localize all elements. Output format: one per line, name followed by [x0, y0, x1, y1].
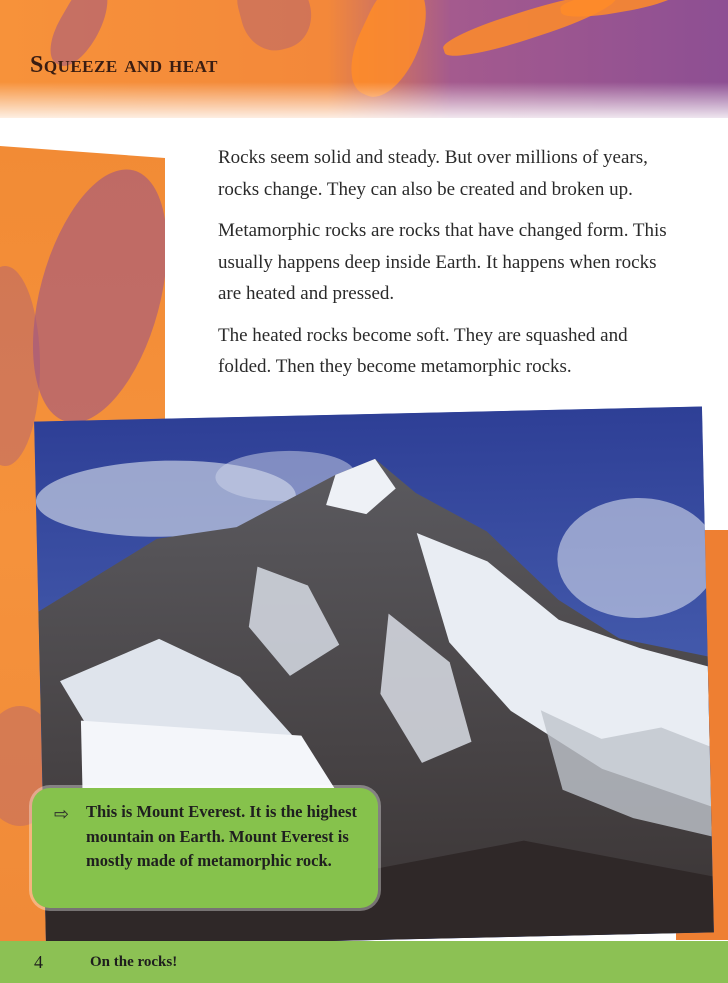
footer-bar — [0, 941, 728, 983]
paragraph: The heated rocks become soft. They are squashed and folded. Then they become metamorphic rocks. — [218, 324, 628, 377]
banner-fade — [0, 82, 728, 122]
caption-text: This is Mount Everest. It is the highest mountain on Earth. Mount Everest is mostly made of metamorphic rock. — [86, 802, 358, 870]
paragraph: Metamorphic rocks are rocks that have changed form. This usually happens deep inside Earth. It happens when rocks are heated and pressed. — [218, 220, 667, 304]
body-text — [218, 142, 678, 393]
banner-streak — [231, 0, 319, 58]
arrow-right-icon: ⇨ — [54, 804, 70, 825]
photo-caption — [32, 788, 378, 908]
paragraph: Rocks seem solid and steady. But over millions of years, rocks change. They can also be created and broken up. — [218, 147, 648, 200]
page-title: Squeeze and heat — [30, 52, 218, 78]
book-title: On the rocks! — [90, 954, 178, 970]
page-number: 4 — [34, 952, 43, 972]
